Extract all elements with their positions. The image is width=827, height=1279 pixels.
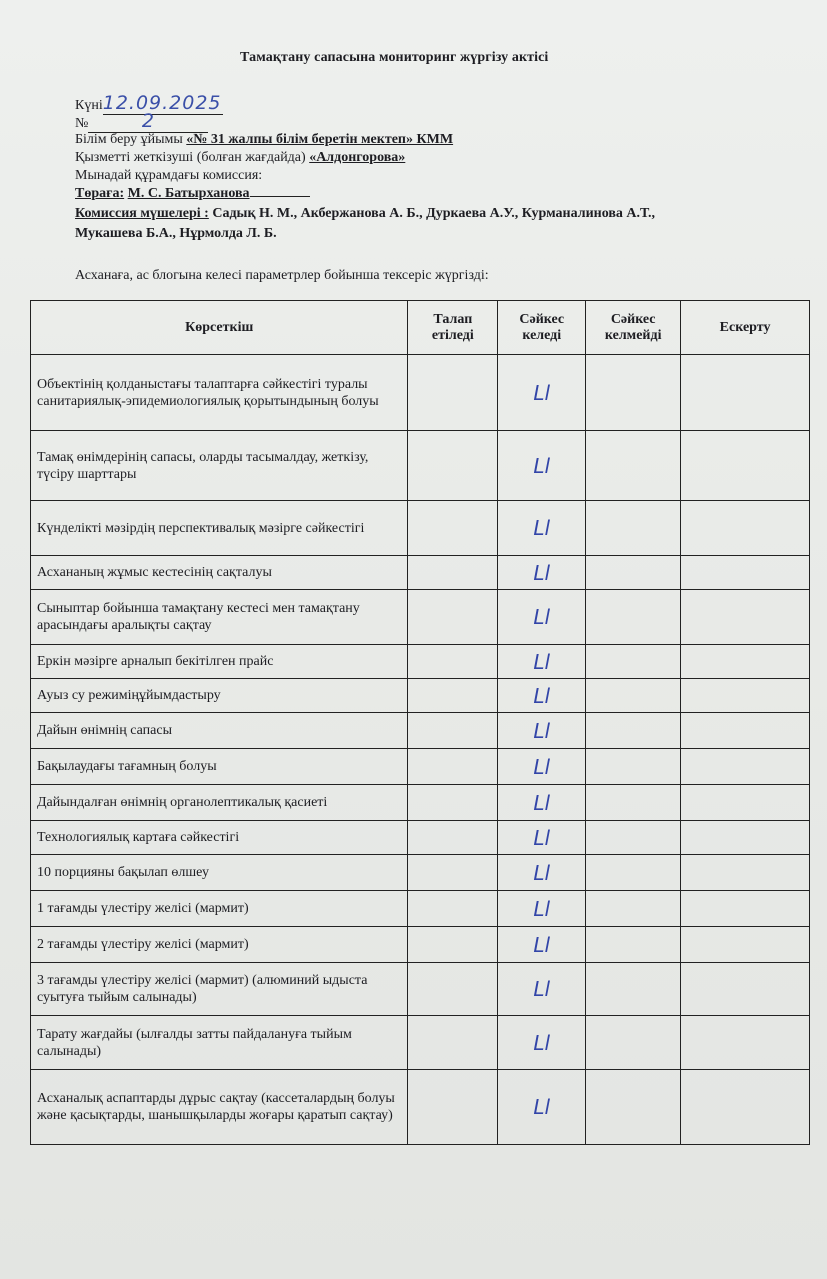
compliant-mark: Ⅼⅼ [498,679,586,713]
noncompliant-cell [586,891,681,927]
table-row [31,1070,810,1145]
required-cell [408,556,498,590]
chairman-value: М. С. Батырханова [127,186,250,201]
note-cell [681,963,810,1016]
required-cell [408,431,498,501]
date-label: Күні [75,98,103,113]
indicator-cell: Тарату жағдайы (ылғалды затты пайдалануға тыйым салынады) [31,1016,408,1070]
compliant-mark: Ⅼⅼ [498,855,586,891]
note-cell [681,431,810,501]
compliant-mark: Ⅼⅼ [498,501,586,556]
table-row [31,590,810,645]
number-value: 2 [141,110,155,132]
supplier-line [75,150,405,166]
chairman-line [75,186,310,202]
note-cell [681,1070,810,1145]
compliant-mark: Ⅼⅼ [498,927,586,963]
required-cell [408,645,498,679]
table-row [31,785,810,821]
note-cell [681,645,810,679]
indicator-cell: 2 тағамды үлестіру желісі (мармит) [31,927,408,963]
monitoring-table [30,300,810,1145]
table-row [31,645,810,679]
note-cell [681,501,810,556]
number-label: № [75,116,89,131]
note-cell [681,891,810,927]
noncompliant-cell [586,713,681,749]
noncompliant-cell [586,1070,681,1145]
compliant-mark: Ⅼⅼ [498,821,586,855]
header-required: Талап етіледі [408,301,498,355]
required-cell [408,713,498,749]
required-cell [408,855,498,891]
noncompliant-cell [586,963,681,1016]
compliant-mark: Ⅼⅼ [498,749,586,785]
compliant-mark: Ⅼⅼ [498,963,586,1016]
table-row [31,355,810,431]
required-cell [408,785,498,821]
header-compliant: Сәйкес келеді [498,301,586,355]
table-row [31,927,810,963]
indicator-cell: Тамақ өнімдерінің сапасы, оларды тасымалдау, жеткізу, түсіру шарттары [31,431,408,501]
school-line [75,132,453,148]
noncompliant-cell [586,749,681,785]
note-cell [681,355,810,431]
required-cell [408,821,498,855]
required-cell [408,590,498,645]
required-cell [408,355,498,431]
commission-intro: Мынадай құрамдағы комиссия: [75,168,263,183]
note-cell [681,785,810,821]
table-row [31,891,810,927]
compliant-mark: Ⅼⅼ [498,713,586,749]
note-cell [681,679,810,713]
table-row [31,821,810,855]
note-cell [681,821,810,855]
required-cell [408,1070,498,1145]
note-cell [681,749,810,785]
compliant-mark: Ⅼⅼ [498,1070,586,1145]
noncompliant-cell [586,431,681,501]
compliant-mark: Ⅼⅼ [498,556,586,590]
compliant-mark: Ⅼⅼ [498,645,586,679]
indicator-cell: Ауыз су режиміңұйымдастыру [31,679,408,713]
compliant-mark: Ⅼⅼ [498,1016,586,1070]
table-header-row [31,301,810,355]
table-row [31,855,810,891]
document-title: Тамақтану сапасына мониторинг жүргізу актісі [240,50,549,65]
compliant-mark: Ⅼⅼ [498,355,586,431]
school-value: «№ 31 жалпы білім беретін мектеп» КММ [186,132,454,147]
required-cell [408,963,498,1016]
noncompliant-cell [586,556,681,590]
members-label: Комиссия мүшелері : [75,206,209,221]
noncompliant-cell [586,821,681,855]
compliant-mark: Ⅼⅼ [498,431,586,501]
supplier-value: «Алдонгорова» [309,150,406,165]
indicator-cell: Технологиялық картаға сәйкестігі [31,821,408,855]
required-cell [408,679,498,713]
required-cell [408,749,498,785]
table-row [31,431,810,501]
table-row [31,556,810,590]
supplier-label: Қызметті жеткізуші (болған жағдайда) [75,150,306,165]
table-row [31,963,810,1016]
noncompliant-cell [586,355,681,431]
indicator-cell: 10 порцияны бақылап өлшеу [31,855,408,891]
header-indicator: Көрсеткіш [31,301,408,355]
noncompliant-cell [586,1016,681,1070]
header-noncompliant: Сәйкес келмейді [586,301,681,355]
table-row [31,1016,810,1070]
required-cell [408,501,498,556]
chairman-label: Төраға: [75,186,125,201]
required-cell [408,1016,498,1070]
compliant-mark: Ⅼⅼ [498,785,586,821]
compliant-mark: Ⅼⅼ [498,590,586,645]
indicator-cell: Объектінің қолданыстағы талаптарға сәйкестігі туралы санитариялық-эпидемиологиялық қорытындының болуы [31,355,408,431]
indicator-cell: Асханалық аспаптарды дұрыс сақтау (кассеталардың болуы және қасықтарды, шанышқыларды жоғары қаратып сақтау) [31,1070,408,1145]
noncompliant-cell [586,679,681,713]
indicator-cell: Сыныптар бойынша тамақтану кестесі мен тамақтану арасындағы аралықты сақтау [31,590,408,645]
required-cell [408,891,498,927]
indicator-cell: 3 тағамды үлестіру желісі (мармит) (алюминий ыдыста суытуға тыйым салынады) [31,963,408,1016]
members-names-1: Садық Н. М., Акбержанова А. Б., Дуркаева А.У., Курманалинова А.Т., [212,206,655,221]
noncompliant-cell [586,590,681,645]
table-row [31,679,810,713]
number-line [75,110,208,133]
school-label: Білім беру ұйымы [75,132,183,147]
note-cell [681,1016,810,1070]
members-names-2: Мукашева Б.А., Нұрмолда Л. Б. [75,226,277,241]
indicator-cell: Дайындалған өнімнің органолептикалық қасиеті [31,785,408,821]
note-cell [681,855,810,891]
indicator-cell: Бақылаудағы тағамның болуы [31,749,408,785]
noncompliant-cell [586,785,681,821]
note-cell [681,590,810,645]
required-cell [408,927,498,963]
noncompliant-cell [586,927,681,963]
noncompliant-cell [586,855,681,891]
compliant-mark: Ⅼⅼ [498,891,586,927]
table-row [31,713,810,749]
note-cell [681,556,810,590]
indicator-cell: Күнделікті мәзірдің перспективалық мәзірге сәйкестігі [31,501,408,556]
members-line-1 [75,206,655,222]
check-intro: Асханаға, ас блогына келесі параметрлер бойынша тексеріс жүргізді: [75,268,489,283]
indicator-cell: Еркін мәзірге арналып бекітілген прайс [31,645,408,679]
noncompliant-cell [586,501,681,556]
table-row [31,749,810,785]
note-cell [681,713,810,749]
note-cell [681,927,810,963]
noncompliant-cell [586,645,681,679]
indicator-cell: Асхананың жұмыс кестесінің сақталуы [31,556,408,590]
indicator-cell: Дайын өнімнің сапасы [31,713,408,749]
header-note: Ескерту [681,301,810,355]
table-row [31,501,810,556]
date-value: 12.09.2025 [102,92,222,114]
indicator-cell: 1 тағамды үлестіру желісі (мармит) [31,891,408,927]
